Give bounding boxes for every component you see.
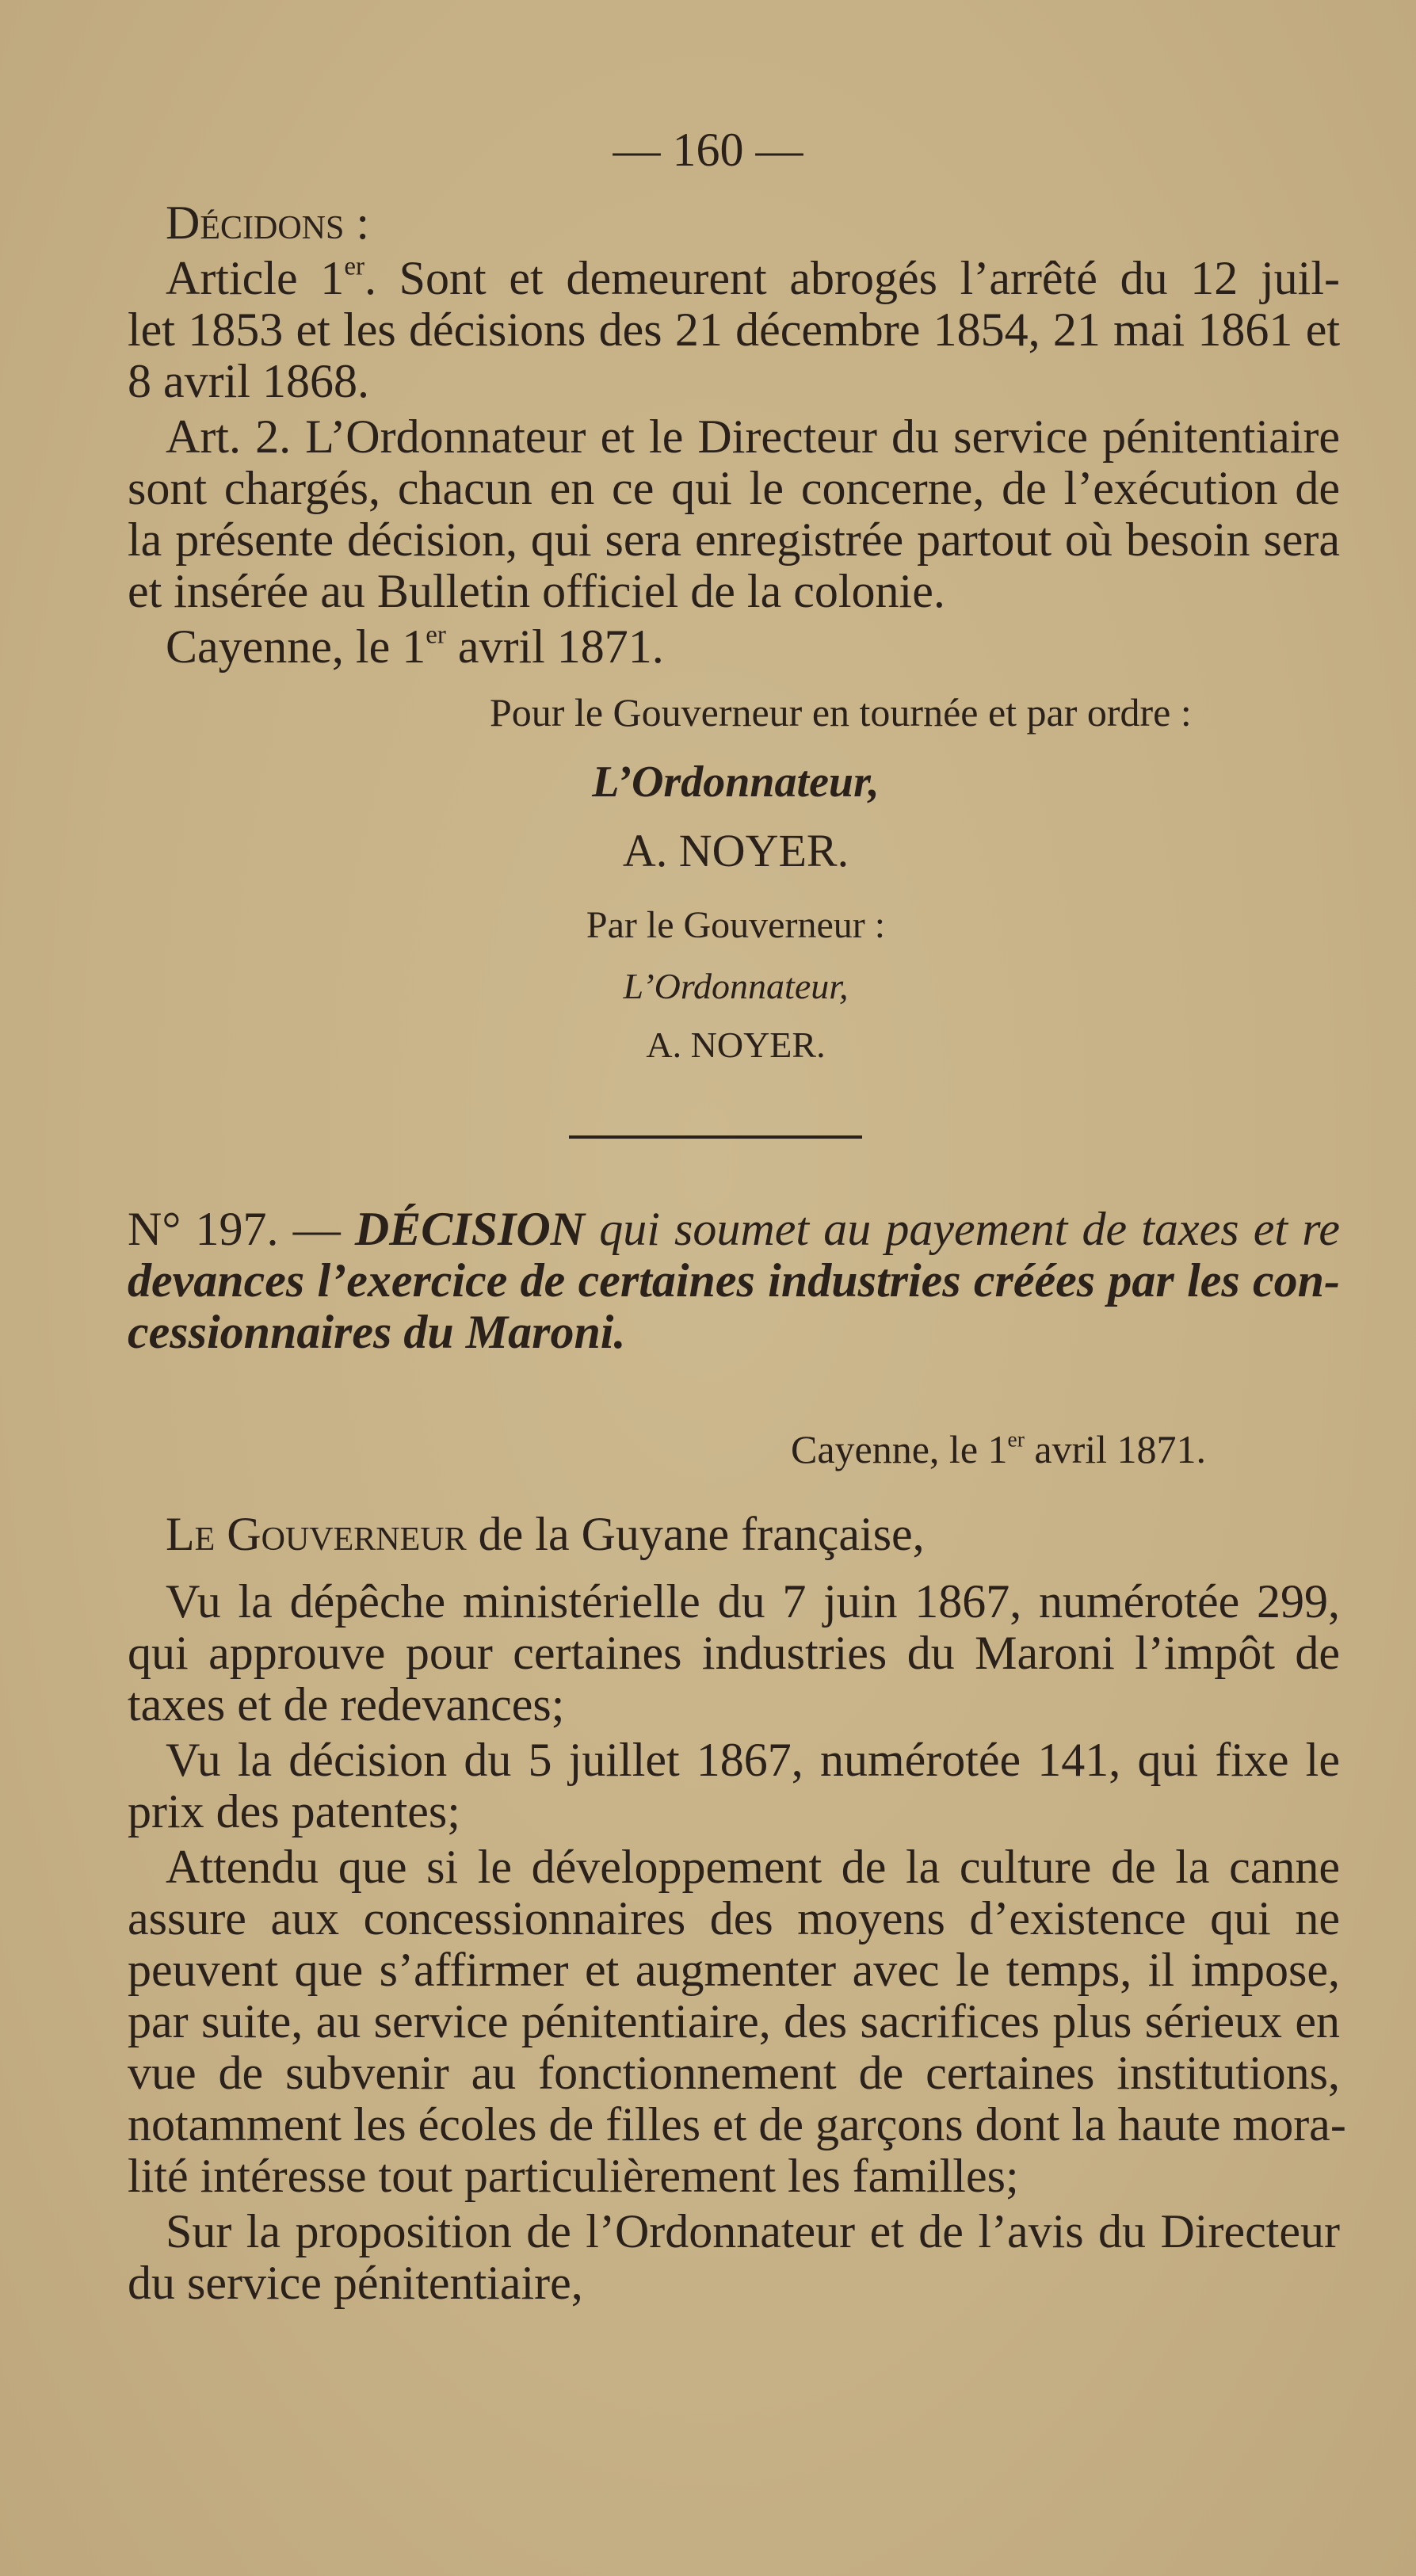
article-2-line-2: sont chargés, chacun en ce qui le concerne, de l’exécution de [128, 462, 1340, 514]
signature-line-1: Pour le Gouverneur en tournée et par ordre : [490, 690, 1192, 735]
para-3-line-2: assure aux concessionnaires des moyens d’existence qui ne [128, 1892, 1340, 1944]
para-3-line-5: vue de subvenir au fonctionnement de certaines institutions, [128, 2047, 1340, 2099]
decision-title-line-3: cessionnaires du Maroni. [128, 1306, 626, 1358]
article-1-line-3: 8 avril 1868. [128, 355, 369, 407]
para-3-line-1: Attendu que si le développement de la culture de la canne [166, 1841, 1340, 1893]
signature-name-2: A. NOYER. [646, 1025, 826, 1065]
article-2-line-3: la présente décision, qui sera enregistrée partout où besoin sera [128, 513, 1340, 566]
place-date-1: Cayenne, le 1er avril 1871. [166, 620, 664, 673]
signature-title-2: L’Ordonnateur, [623, 966, 849, 1006]
para-1-line-2: qui approuve pour certaines industries du Maroni l’impôt de [128, 1627, 1340, 1679]
para-1-line-3: taxes et de redevances; [128, 1678, 565, 1731]
article-2-line-4: et insérée au Bulletin officiel de la colonie. [128, 565, 945, 617]
signature-name-1: A. NOYER. [622, 825, 849, 876]
para-1-line-1: Vu la dépêche ministérielle du 7 juin 1867, numérotée 299, [166, 1575, 1340, 1628]
para-3-line-4: par suite, au service pénitentiaire, des sacrifices plus sérieux en [128, 1995, 1340, 2047]
article-1-line-1 [166, 254, 1340, 303]
governor-opening: Le Gouverneur de la Guyane française, [166, 1508, 925, 1560]
place-date-2: Cayenne, le 1er avril 1871. [791, 1426, 1207, 1471]
para-4-line-1: Sur la proposition de l’Ordonnateur et de l’avis du Directeur [166, 2205, 1340, 2257]
decision-number: N° 197. [128, 1203, 279, 1255]
para-3-line-6: notamment les écoles de filles et de garçons dont la haute mora- [128, 2098, 1346, 2150]
decision-word: DÉCISION [354, 1203, 585, 1255]
para-3-line-3: peuvent que s’affirmer et augmenter avec le temps, il impose, [128, 1944, 1340, 1996]
para-2-line-1: Vu la décision du 5 juillet 1867, numérotée 141, qui fixe le [166, 1734, 1340, 1786]
para-2-line-2: prix des patentes; [128, 1785, 460, 1838]
article-1-prefix: Article 1er. [166, 252, 376, 304]
decidons-heading: Décidons : [166, 197, 370, 249]
para-3-line-7: lité intéresse tout particulièrement les familles; [128, 2150, 1019, 2202]
article-1-line-2: let 1853 et les décisions des 21 décembre 1854, 21 mai 1861 et [128, 303, 1340, 356]
section-divider [569, 1135, 862, 1139]
signature-title-1: L’Ordonnateur, [592, 758, 880, 807]
article-2-line-1: Art. 2. L’Ordonnateur et le Directeur du service pénitentiaire [166, 410, 1340, 463]
para-4-line-2: du service pénitentiaire, [128, 2257, 583, 2309]
signature-line-2: Par le Gouverneur : [586, 904, 886, 946]
decision-title-line-1: N° 197. — DÉCISION qui soumet au payement de taxes et re [128, 1203, 1340, 1255]
article-1-text: Sont et demeurent abrogés l’arrêté du 12 juil- [399, 252, 1340, 304]
page-number: — 160 — [613, 124, 803, 176]
decision-title-line-2: devances l’exercice de certaines industries créées par les con- [128, 1254, 1340, 1307]
